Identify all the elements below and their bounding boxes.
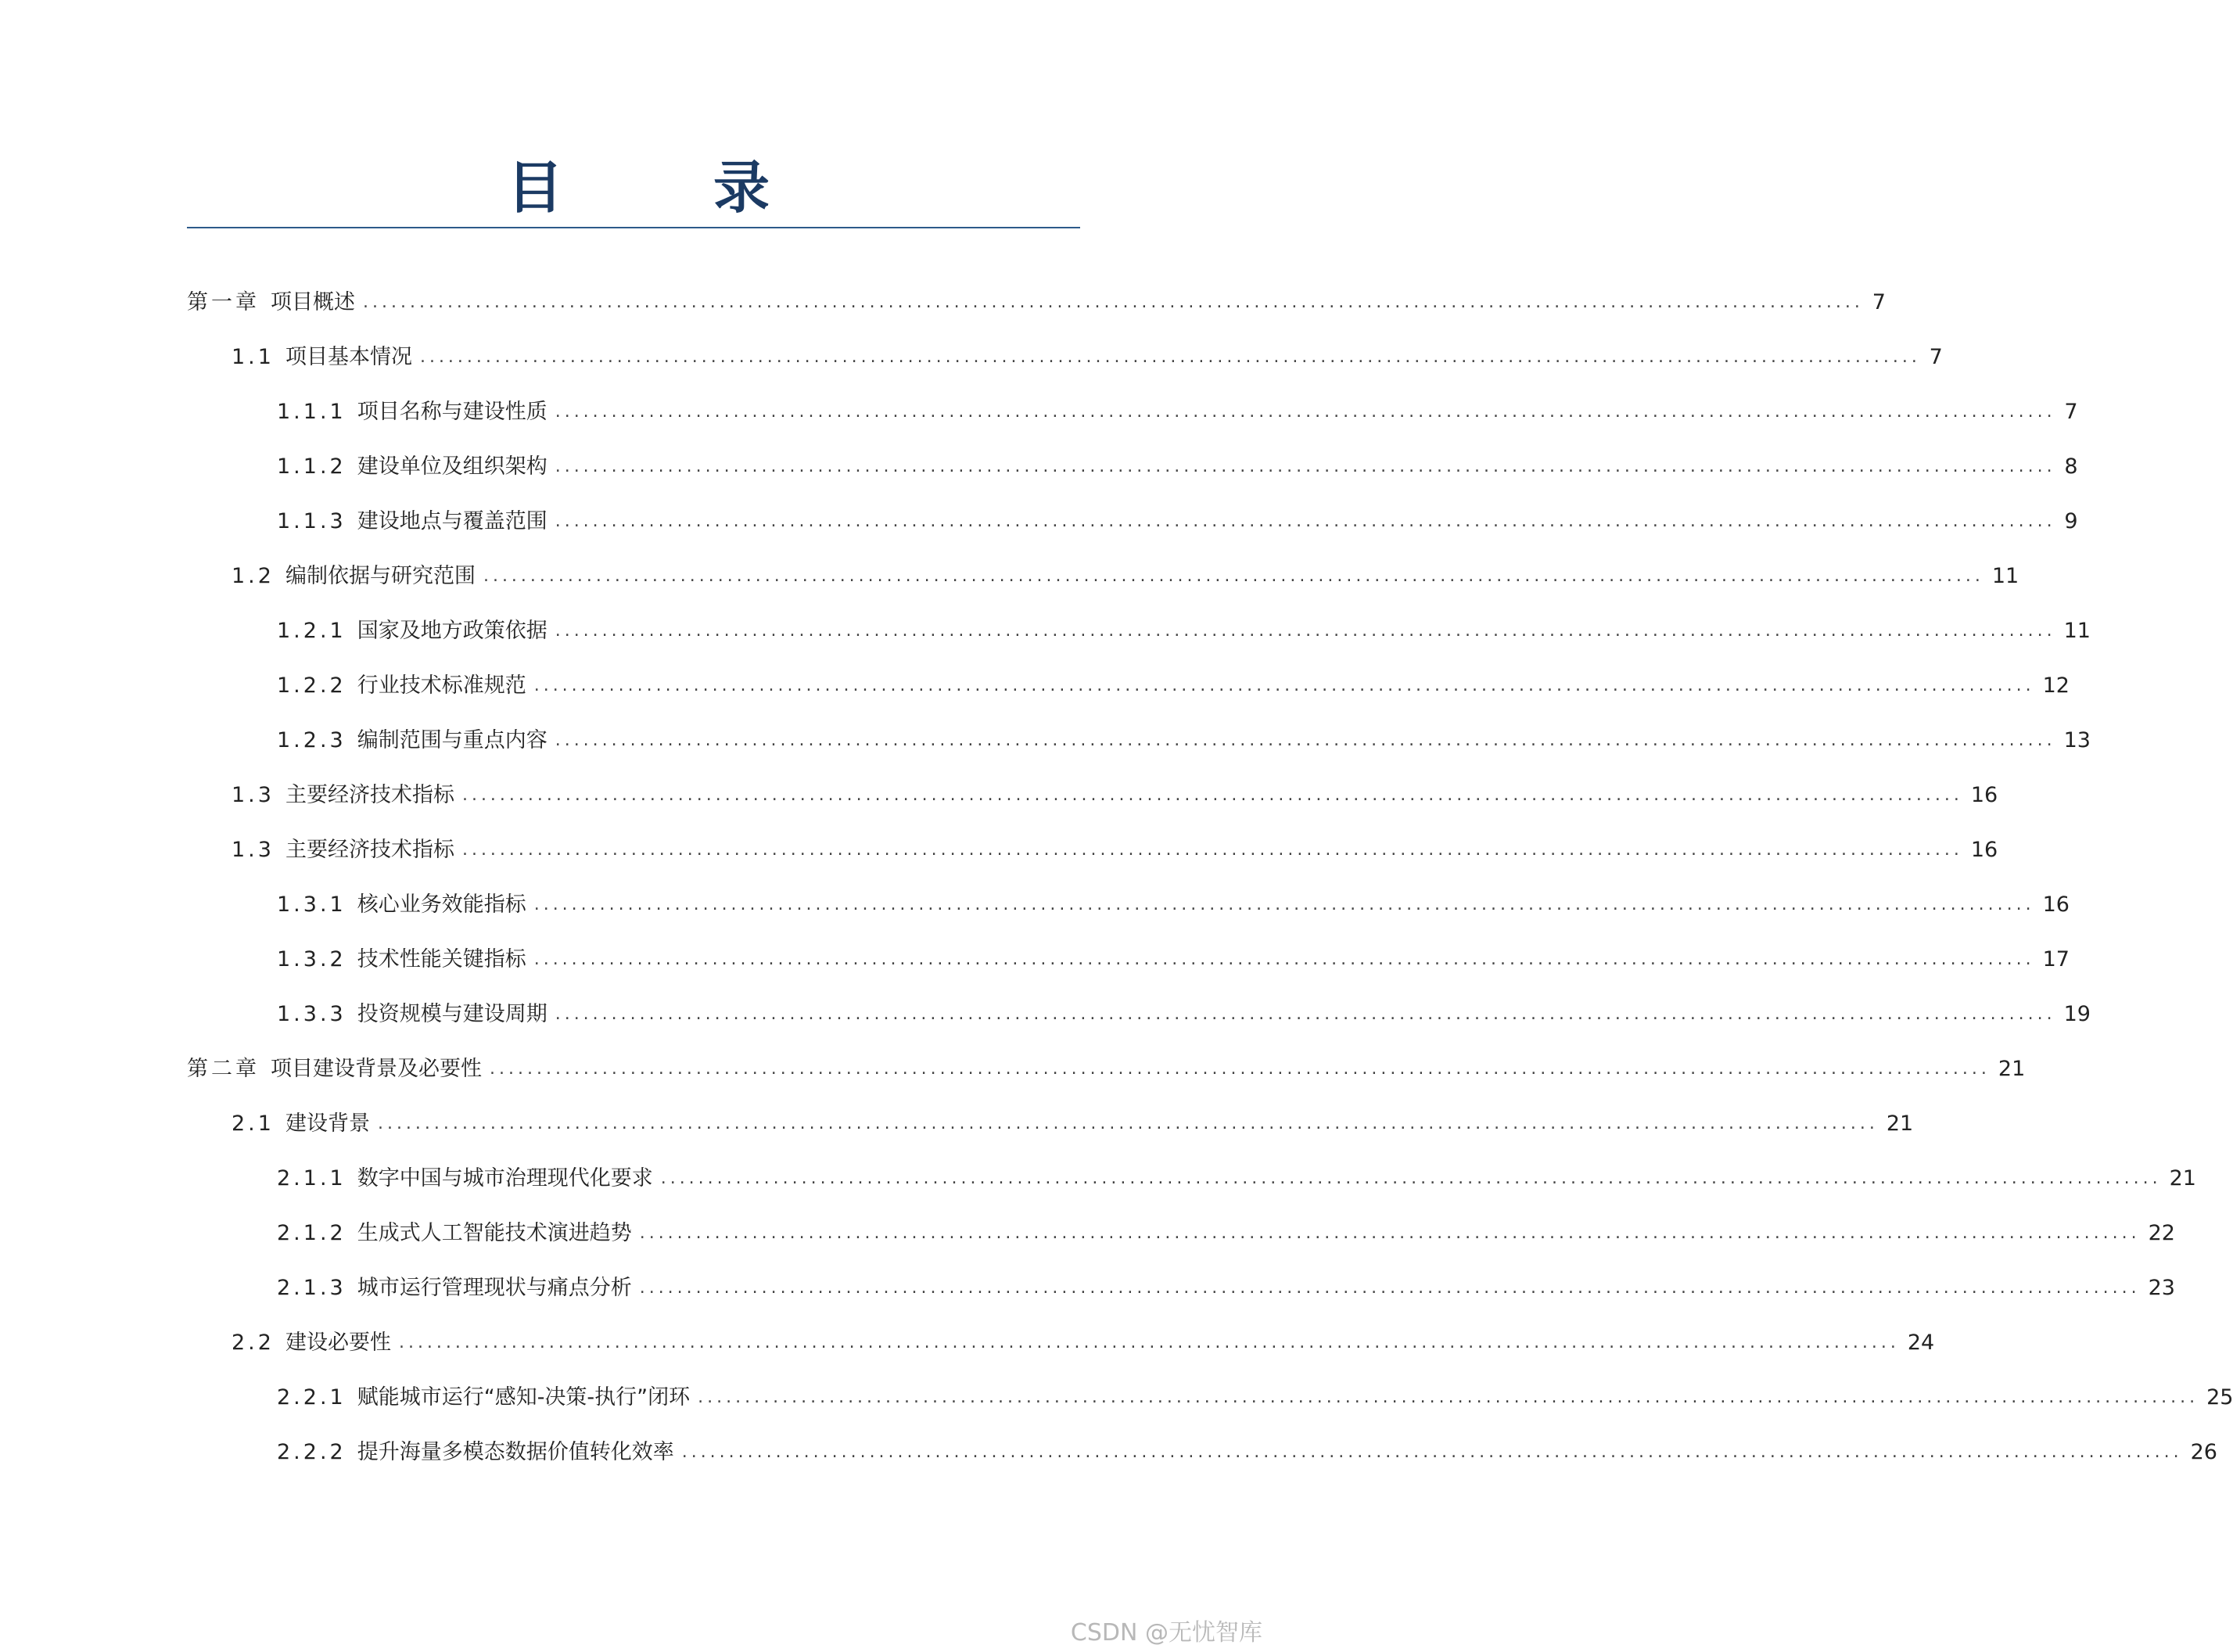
toc-entry-subsection[interactable] (277, 616, 2091, 647)
toc-entry-number: 2.1 (232, 1112, 275, 1136)
toc-entry-subsection[interactable] (277, 506, 2078, 537)
toc-entry-page: 11 (1991, 564, 2019, 588)
page-title: 目 录 (506, 155, 817, 221)
toc-leader-dots: ................................................................................................................................................................ (377, 1114, 1879, 1133)
toc-entry-page: 16 (1970, 783, 1998, 807)
toc-entry-title: 项目名称与建设性质 (357, 400, 547, 424)
toc-entry-page: 21 (2169, 1166, 2196, 1191)
toc-leader-dots: ................................................................................................................................................................ (461, 840, 1963, 860)
toc-entry-subsection[interactable] (277, 944, 2070, 975)
toc-leader-dots: ................................................................................................................................................................ (490, 1059, 1991, 1079)
toc-entry-title: 项目概述 (271, 290, 355, 314)
toc-entry-number: 1.1.1 (277, 400, 346, 424)
toc-entry-page: 23 (2148, 1276, 2175, 1300)
toc-entry-title: 建设地点与覆盖范围 (357, 509, 547, 533)
toc-entry-subsection[interactable] (277, 1437, 2217, 1468)
toc-entry-section[interactable] (232, 1327, 1935, 1359)
toc-entry-page: 17 (2042, 947, 2070, 971)
toc-entry-title: 主要经济技术指标 (285, 783, 454, 807)
toc-entry-number: 2.1.2 (277, 1221, 346, 1245)
toc-entry-page: 21 (1886, 1112, 1914, 1136)
toc-leader-dots: ................................................................................................................................................................ (681, 1442, 2183, 1462)
toc-entry-page: 25 (2206, 1385, 2233, 1410)
toc-entry-page: 12 (2042, 673, 2070, 698)
toc-entry-page: 19 (2063, 1002, 2091, 1026)
toc-entry-title: 编制依据与研究范围 (285, 564, 476, 588)
toc-entry-number: 1.2 (232, 564, 275, 588)
toc-leader-dots: ................................................................................................................................................................ (533, 950, 2035, 969)
toc-entry-subsection[interactable] (277, 1382, 2233, 1413)
toc-entry-title: 建设单位及组织架构 (357, 454, 547, 479)
toc-entry-page: 7 (1929, 345, 1943, 369)
toc-entry-number: 1.2.3 (277, 728, 346, 752)
toc-entry-title: 建设必要性 (285, 1331, 391, 1355)
toc-leader-dots: ................................................................................................................................................................ (363, 293, 1864, 312)
toc-entry-page: 22 (2148, 1221, 2175, 1245)
toc-leader-dots: ................................................................................................................................................................ (419, 347, 1921, 367)
toc-leader-dots: ................................................................................................................................................................ (533, 895, 2035, 914)
toc-leader-dots: ................................................................................................................................................................ (555, 1004, 2056, 1024)
toc-entry-title: 提升海量多模态数据价值转化效率 (357, 1440, 674, 1464)
toc-entry-number: 1.1.2 (277, 454, 346, 479)
toc-entry-subsection[interactable] (277, 1273, 2175, 1304)
toc-entry-title: 城市运行管理现状与痛点分析 (357, 1276, 632, 1300)
toc-entry-number: 1.3.3 (277, 1002, 346, 1026)
toc-entry-section[interactable] (232, 835, 1998, 866)
toc-leader-dots: ................................................................................................................................................................ (698, 1388, 2199, 1407)
toc-entry-number: 第一章 (187, 290, 260, 314)
toc-entry-title: 项目建设背景及必要性 (271, 1057, 482, 1081)
toc-leader-dots: ................................................................................................................................................................ (555, 731, 2056, 750)
toc-entry-chapter[interactable] (187, 287, 1886, 318)
toc-entry-number: 1.3.1 (277, 892, 346, 917)
toc-entry-number: 1.1 (232, 345, 275, 369)
toc-entry-number: 第二章 (187, 1057, 260, 1081)
toc-entry-page: 16 (2042, 892, 2070, 917)
toc-leader-dots: ................................................................................................................................................................ (555, 457, 2056, 476)
toc-entry-title: 投资规模与建设周期 (357, 1002, 547, 1026)
toc-entry-title: 赋能城市运行“感知-决策-执行”闭环 (357, 1385, 691, 1410)
title-divider (187, 227, 1080, 228)
toc-entry-title: 核心业务效能指标 (357, 892, 526, 917)
toc-leader-dots: ................................................................................................................................................................ (461, 785, 1963, 805)
toc-entry-number: 1.1.3 (277, 509, 346, 533)
toc-entry-number: 1.2.2 (277, 673, 346, 698)
toc-entry-number: 1.3 (232, 783, 275, 807)
toc-leader-dots: ................................................................................................................................................................ (660, 1169, 2162, 1188)
toc-entry-page: 13 (2063, 728, 2091, 752)
toc-entry-title: 技术性能关键指标 (357, 947, 526, 971)
toc-leader-dots: ................................................................................................................................................................ (483, 566, 1984, 586)
toc-entry-subsection[interactable] (277, 725, 2091, 756)
toc-entry-subsection[interactable] (277, 397, 2078, 428)
toc-leader-dots: ................................................................................................................................................................ (639, 1223, 2141, 1243)
toc-entry-number: 2.2 (232, 1331, 275, 1355)
toc-entry-subsection[interactable] (277, 670, 2070, 702)
toc-entry-section[interactable] (232, 780, 1998, 811)
toc-entry-page: 9 (2064, 509, 2078, 533)
toc-entry-title: 生成式人工智能技术演进趋势 (357, 1221, 632, 1245)
toc-leader-dots: ................................................................................................................................................................ (398, 1333, 1900, 1352)
toc-entry-title: 行业技术标准规范 (357, 673, 526, 698)
toc-entry-section[interactable] (232, 342, 1943, 373)
toc-leader-dots: ................................................................................................................................................................ (533, 676, 2035, 695)
toc-entry-page: 7 (2064, 400, 2078, 424)
toc-entry-subsection[interactable] (277, 889, 2070, 921)
toc-entry-page: 7 (1872, 290, 1886, 314)
toc-entry-section[interactable] (232, 561, 2019, 592)
toc-entry-page: 16 (1970, 838, 1998, 862)
toc-entry-number: 2.2.2 (277, 1440, 346, 1464)
watermark: CSDN @无忧智库 (1070, 1619, 1262, 1647)
toc-entry-title: 国家及地方政策依据 (357, 619, 547, 643)
toc-entry-subsection[interactable] (277, 1218, 2175, 1249)
toc-entry-subsection[interactable] (277, 451, 2078, 483)
toc-entry-page: 8 (2064, 454, 2078, 479)
toc-entry-subsection[interactable] (277, 999, 2091, 1030)
toc-entry-title: 数字中国与城市治理现代化要求 (357, 1166, 653, 1191)
toc-entry-number: 1.2.1 (277, 619, 346, 643)
toc-entry-title: 建设背景 (285, 1112, 370, 1136)
toc-entry-page: 21 (1998, 1057, 2026, 1081)
toc-entry-number: 2.1.3 (277, 1276, 346, 1300)
toc-leader-dots: ................................................................................................................................................................ (555, 402, 2056, 422)
toc-entry-section[interactable] (232, 1108, 1914, 1140)
toc-leader-dots: ................................................................................................................................................................ (555, 621, 2056, 641)
toc-entry-number: 2.1.1 (277, 1166, 346, 1191)
toc-entry-title: 项目基本情况 (285, 345, 412, 369)
toc-entry-page: 11 (2063, 619, 2091, 643)
toc-leader-dots: ................................................................................................................................................................ (639, 1278, 2141, 1298)
toc-entry-page: 24 (1907, 1331, 1935, 1355)
toc-entry-page: 26 (2190, 1440, 2217, 1464)
toc-entry-title: 编制范围与重点内容 (357, 728, 547, 752)
toc-entry-number: 1.3.2 (277, 947, 346, 971)
toc-entry-number: 1.3 (232, 838, 275, 862)
toc-entry-number: 2.2.1 (277, 1385, 346, 1410)
toc-entry-chapter[interactable] (187, 1054, 2026, 1085)
toc-entry-subsection[interactable] (277, 1163, 2196, 1194)
toc-entry-title: 主要经济技术指标 (285, 838, 454, 862)
toc-leader-dots: ................................................................................................................................................................ (555, 512, 2056, 531)
